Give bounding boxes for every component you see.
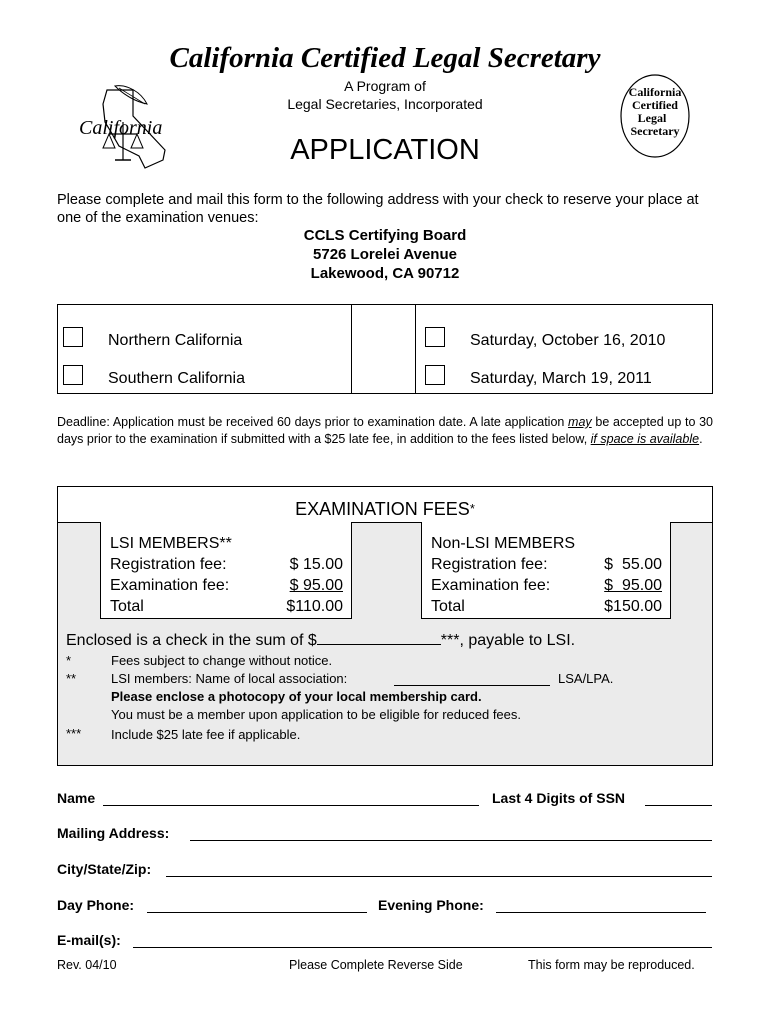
seal-line-4: Secretary	[630, 124, 680, 138]
seal-line-1: California	[628, 85, 682, 99]
venue-date-march: Saturday, March 19, 2011	[470, 370, 652, 387]
reproduction-note: This form may be reproduced.	[528, 958, 695, 972]
non-lsi-exam-fee: $ 95.00	[604, 577, 662, 594]
name-field[interactable]	[103, 805, 479, 806]
note-late-fee: Include $25 late fee if applicable.	[111, 727, 301, 742]
non-lsi-total: $150.00	[604, 598, 662, 615]
program-line-2: Legal Secretaries, Incorporated	[287, 96, 483, 112]
day-phone-label: Day Phone:	[57, 897, 135, 913]
checkbox-southern[interactable]	[63, 365, 83, 385]
lsi-exam-label: Examination fee:	[110, 577, 230, 594]
note-lsi-association: LSI members: Name of local association:	[111, 671, 348, 686]
mailing-address-label: Mailing Address:	[57, 825, 170, 841]
checkbox-northern[interactable]	[63, 327, 83, 347]
checkbox-date-march[interactable]	[425, 365, 445, 385]
enclosed-check-line: Enclosed is a check in the sum of $ ***, payable to LSI.	[66, 632, 576, 649]
address-line-1: CCLS Certifying Board	[303, 227, 467, 244]
venue-date-october: Saturday, October 16, 2010	[470, 332, 666, 349]
lsi-total-label: Total	[110, 598, 144, 615]
lsi-title: LSI MEMBERS**	[110, 535, 232, 552]
ssn-label: Last 4 Digits of SSN	[492, 790, 626, 806]
non-lsi-members-column	[421, 522, 671, 619]
venue-table	[57, 304, 713, 394]
check-amount-field[interactable]	[317, 630, 441, 645]
city-state-zip-field[interactable]	[166, 876, 712, 877]
non-lsi-reg-fee: $ 55.00	[604, 556, 662, 573]
examination-fees-box: EXAMINATION FEES* LSI MEMBERS** Registration fee: $ 15.00 Examination fee: $ 95.00 Total $110.00 Non-LSI MEMBERS Registration fee: $ 55.00 Examination fee: $ 95.00 Total $150.00 Enclosed is a check in the sum of $ ***, payable to LSI. * Fees subject to change without notice. ** LSI members: Name of local association: LSA/LPA. Please enclose a photocopy of your local membership card. You must be a member upon application to be eligible for reduced fees. *** Include $25 late fee if applicable.	[57, 486, 713, 766]
note-lsa-lpa: LSA/LPA.	[558, 671, 614, 686]
lsi-reg-fee: $ 15.00	[289, 556, 343, 573]
form-title: California Certified Legal Secretary	[169, 42, 601, 74]
non-lsi-title: Non-LSI MEMBERS	[431, 535, 576, 552]
lsi-reg-label: Registration fee:	[110, 556, 227, 573]
email-label: E-mail(s):	[57, 932, 121, 948]
lsi-total: $110.00	[286, 598, 343, 615]
mailing-address-field[interactable]	[190, 840, 712, 841]
program-line-1: A Program of	[344, 78, 426, 94]
intro-text: Please complete and mail this form to the following address with your check to reserve your place at one of the examination venues:	[57, 192, 699, 226]
checkbox-date-october[interactable]	[425, 327, 445, 347]
note-member-eligibility: You must be a member upon application to be eligible for reduced fees.	[111, 707, 522, 722]
lsi-members-column	[100, 522, 352, 619]
seal-line-3: Legal	[637, 111, 667, 125]
city-state-zip-label: City/State/Zip:	[57, 861, 152, 877]
name-label: Name	[57, 790, 96, 806]
lsi-exam-fee: $ 95.00	[289, 577, 343, 594]
ccls-seal-logo	[618, 72, 692, 160]
reverse-side-note: Please Complete Reverse Side	[289, 958, 463, 972]
ssn-field[interactable]	[645, 805, 712, 806]
venue-region-southern: Southern California	[108, 370, 245, 387]
left-logo-text: California	[79, 117, 163, 139]
address-line-3: Lakewood, CA 90712	[310, 265, 460, 282]
evening-phone-label: Evening Phone:	[378, 897, 484, 913]
seal-line-2: Certified	[632, 98, 678, 112]
deadline-text: Deadline: Application must be received 60 days prior to examination date. A late application may be accepted up to 30 days prior to the examination if submitted with a $25 late fee, in addition to the fees listed below, if space is available.	[57, 415, 714, 446]
note-photocopy: Please enclose a photocopy of your local membership card.	[111, 689, 482, 704]
fees-heading: EXAMINATION FEES*	[58, 487, 712, 523]
day-phone-field[interactable]	[147, 912, 367, 913]
non-lsi-total-label: Total	[431, 598, 465, 615]
non-lsi-reg-label: Registration fee:	[431, 556, 548, 573]
non-lsi-exam-label: Examination fee:	[431, 577, 551, 594]
evening-phone-field[interactable]	[496, 912, 706, 913]
venue-region-northern: Northern California	[108, 332, 243, 349]
email-field[interactable]	[133, 947, 712, 948]
note-fees-change: Fees subject to change without notice.	[111, 653, 333, 668]
address-line-2: 5726 Lorelei Avenue	[313, 246, 457, 263]
revision-note: Rev. 04/10	[57, 958, 117, 972]
local-association-field[interactable]	[394, 685, 550, 686]
california-map-logo	[75, 82, 175, 172]
application-heading: APPLICATION	[290, 134, 480, 166]
